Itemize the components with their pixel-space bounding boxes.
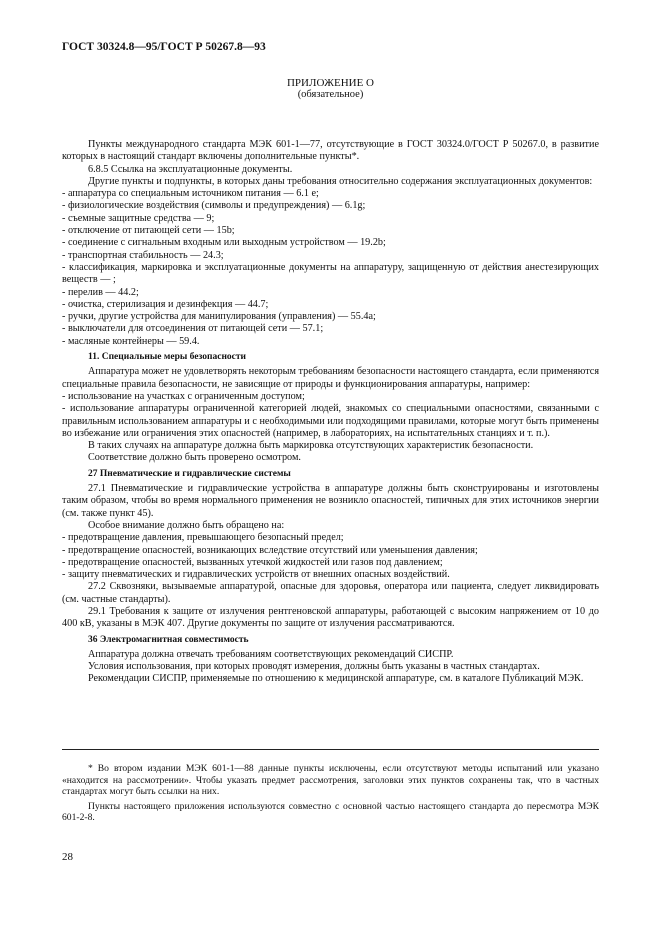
section-36-paragraph: Аппаратура должна отвечать требованиям соответствующих рекомендаций СИСПР. bbox=[88, 648, 454, 660]
list-item: - перелив — 44.2; bbox=[62, 286, 139, 298]
list-item: - защиту пневматических и гидравлических устройств от внешних опасных воздействий. bbox=[62, 569, 450, 581]
page-number: 28 bbox=[62, 851, 73, 863]
footnotes bbox=[62, 763, 599, 824]
section-27-paragraph: Особое внимание должно быть обращено на: bbox=[88, 519, 285, 531]
section-11-heading: 11. Специальные меры безопасности bbox=[88, 352, 247, 363]
appendix-title: ПРИЛОЖЕНИЕ О bbox=[286, 77, 374, 89]
intro-reference: 6.8.5 Ссылка на эксплуатационные документы. bbox=[88, 163, 293, 175]
list-item: - соединение с сигнальным входным или выходным устройством — 19.2b; bbox=[62, 237, 386, 249]
appendix-subtitle: (обязательное) bbox=[297, 89, 364, 100]
list-item: - предотвращение опасностей, вызванных утечкой жидкостей или газов под давлением; bbox=[62, 556, 443, 568]
footnote-star: * Во втором издании МЭК 601-1—88 данные пункты исключены, если отсутствуют методы испытаний или указано «находится на рассмотрении». Чтобы указать предмет рассмотрения, заголовки этих пунктов сохранены так, что в частных стандартах могут быть ссылки на них. bbox=[62, 763, 599, 798]
section-36-heading: 36 Электромагнитная совместимость bbox=[88, 634, 249, 645]
list-item: - масляные контейнеры — 59.4. bbox=[62, 335, 200, 347]
list-item: - использование на участках с ограниченным доступом; bbox=[62, 390, 305, 402]
section-36-paragraph: Рекомендации СИСПР, применяемые по отношению к медицинской аппаратуре, см. в каталоге Публикаций МЭК. bbox=[88, 673, 584, 685]
section-27-paragraph: 29.1 Требования к защите от излучения рентгеновской аппаратуры, работающей с высоким напряжением от 10 до 400 кВ, указаны в МЭК 407. Другие документы по защите от излучения рассматриваются. bbox=[62, 605, 599, 630]
section-36-paragraph: Условия использования, при которых проводят измерения, должны быть указаны в частных стандартах. bbox=[88, 661, 540, 673]
intro-lead: Пункты международного стандарта МЭК 601-1—77, отсутствующие в ГОСТ 30324.0/ГОСТ Р 50267.0, в развитие которых в настоящий стандарт включены дополнительные пункты*. bbox=[62, 139, 599, 163]
list-item: - использование аппаратуры ограниченной категорией людей, знакомых со специальными опасностями, связанными с правильным использованием аппаратуры и с необходимыми или подходящими правилами, которые могут быть применены во избежание или ограничения этих опасностей (например, в лабораториях, на испытательных станциях и т. п.). bbox=[62, 403, 599, 439]
list-item: - транспортная стабильность — 24.3; bbox=[62, 249, 224, 261]
section-27-paragraph: 27.2 Сквозняки, вызываемые аппаратурой, опасные для здоровья, оператора или пациента, следует ликвидировать (см. частные стандарты). bbox=[62, 581, 599, 605]
list-item: - аппаратура со специальным источником питания — 6.1 e; bbox=[62, 188, 319, 200]
list-item: - классификация, маркировка и эксплуатационные документы на аппаратуру, защищенную от действия анестезирующих веществ — ; bbox=[62, 261, 599, 286]
list-item: - ручки, другие устройства для манипулирования (управления) — 55.4a; bbox=[62, 311, 376, 323]
section-11-paragraph: Аппаратура может не удовлетворять некоторым требованиям безопасности настоящего стандарта, если применяются специальные правила безопасности, не зависящие от природы и функционирования аппаратуры, например: bbox=[62, 366, 599, 390]
section-11-paragraph: Соответствие должно быть проверено осмотром. bbox=[88, 452, 301, 464]
list-item: - предотвращение давления, превышающего безопасный предел; bbox=[62, 532, 344, 544]
list-item: - очистка, стерилизация и дезинфекция — 44.7; bbox=[62, 298, 269, 310]
footnote-divider bbox=[62, 749, 599, 750]
standard-header: ГОСТ 30324.8—95/ГОСТ Р 50267.8—93 bbox=[62, 41, 266, 53]
list-item: - выключатели для отсоединения от питающей сети — 57.1; bbox=[62, 323, 324, 335]
main-text bbox=[62, 139, 599, 686]
section-27-paragraph: 27.1 Пневматические и гидравлические устройства в аппаратуре должны быть сконструированы и изготовлены таким образом, чтобы во время нормального применения не возникло опасностей, типичных для этих источников энергии (см. также пункт 45). bbox=[62, 483, 599, 519]
intro-other: Другие пункты и подпункты, в которых даны требования относительно содержания эксплуатационных документов: bbox=[88, 175, 593, 187]
list-item: - физиологические воздействия (символы и предупреждения) — 6.1g; bbox=[62, 200, 366, 212]
list-item: - съемные защитные средства — 9; bbox=[62, 212, 215, 224]
section-11-paragraph: В таких случаях на аппаратуре должна быть маркировка отсутствующих характеристик безопасности. bbox=[88, 440, 534, 452]
section-27-heading: 27 Пневматические и гидравлические системы bbox=[88, 468, 291, 479]
footnote-note: Пункты настоящего приложения используются совместно с основной частью настоящего стандарта до пересмотра МЭК 601-2-8. bbox=[62, 800, 599, 824]
list-item: - отключение от питающей сети — 15b; bbox=[62, 225, 235, 237]
list-item: - предотвращение опасностей, возникающих вследствие отсутствий или уменьшения давления; bbox=[62, 544, 478, 556]
